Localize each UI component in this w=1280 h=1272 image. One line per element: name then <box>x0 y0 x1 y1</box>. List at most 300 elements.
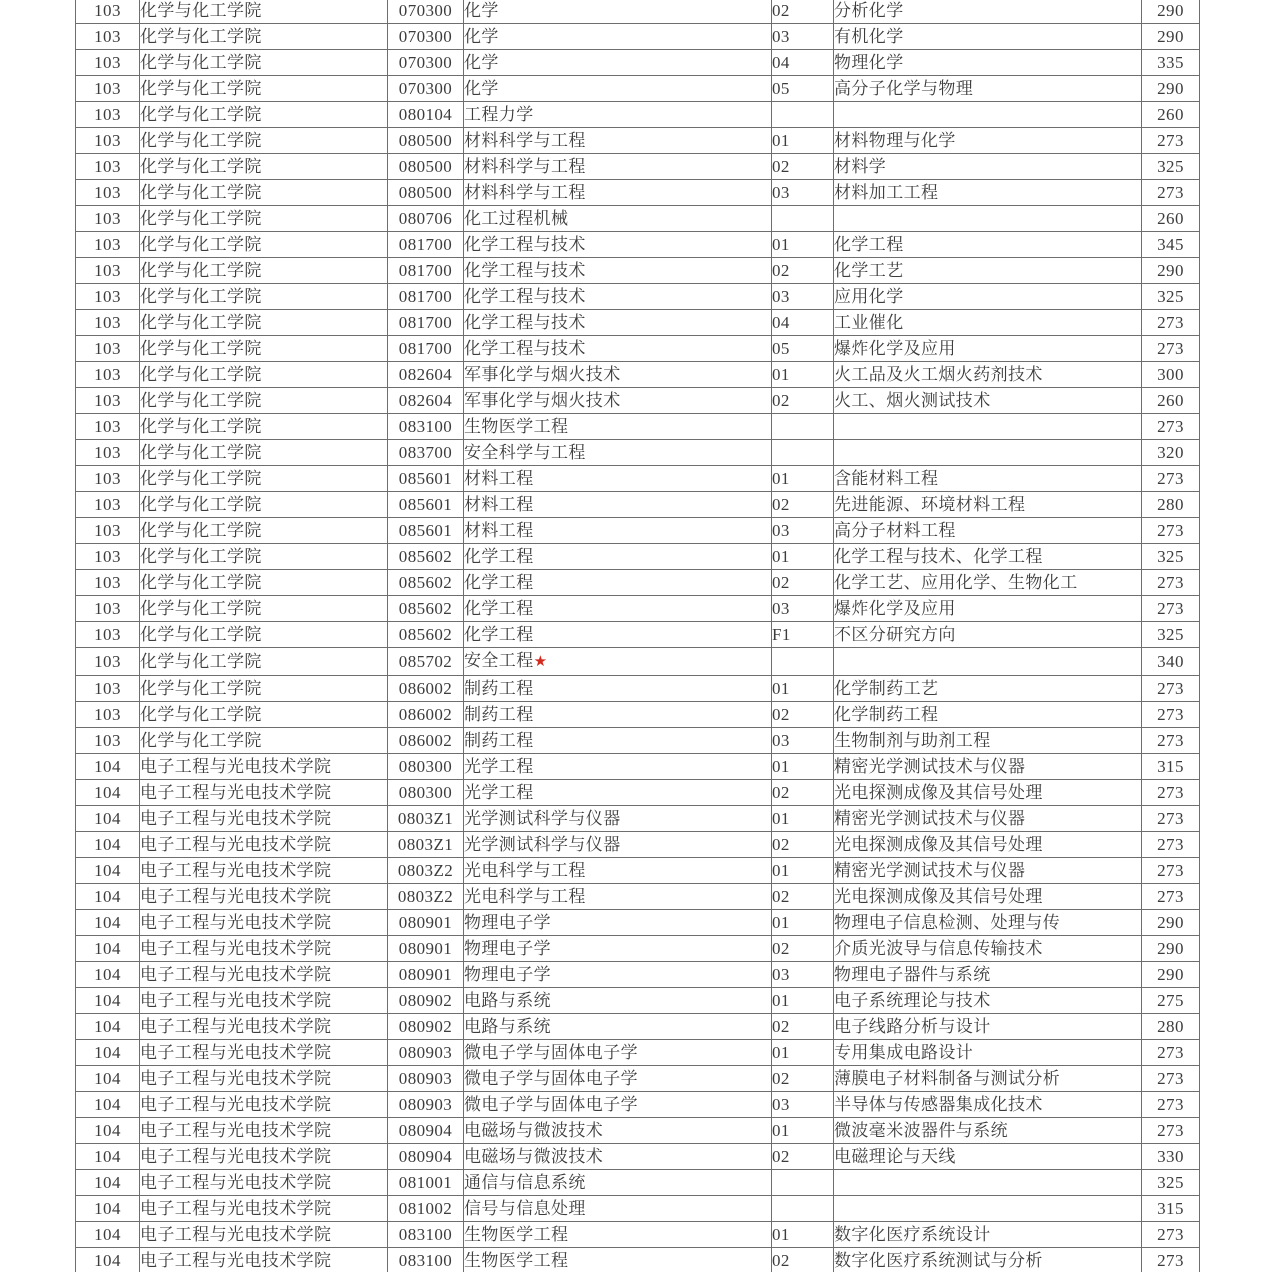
direction-code-cell: 02 <box>772 702 834 728</box>
college-name-cell: 电子工程与光电技术学院 <box>140 1092 388 1118</box>
college-name-cell: 电子工程与光电技术学院 <box>140 910 388 936</box>
major-code-cell: 080901 <box>388 936 464 962</box>
direction-name-cell: 光电探测成像及其信号处理 <box>834 884 1142 910</box>
college-code-cell: 103 <box>76 24 140 50</box>
major-name-cell: 光电科学与工程 <box>464 858 772 884</box>
college-code-cell: 104 <box>76 806 140 832</box>
college-name-cell: 电子工程与光电技术学院 <box>140 884 388 910</box>
direction-name-cell: 不区分研究方向 <box>834 622 1142 648</box>
table-row <box>76 648 1200 676</box>
score-cell: 325 <box>1142 154 1200 180</box>
direction-code-cell: 04 <box>772 50 834 76</box>
major-code-cell: 070300 <box>388 24 464 50</box>
major-code-cell: 0803Z1 <box>388 832 464 858</box>
college-code-cell: 104 <box>76 1066 140 1092</box>
major-name-cell: 光学测试科学与仪器 <box>464 806 772 832</box>
table-row <box>76 440 1200 466</box>
direction-code-cell <box>772 102 834 128</box>
table-row <box>76 884 1200 910</box>
major-code-cell: 082604 <box>388 362 464 388</box>
direction-code-cell: 03 <box>772 962 834 988</box>
direction-name-cell <box>834 1170 1142 1196</box>
major-name-cell: 光学工程 <box>464 780 772 806</box>
major-code-cell: 080903 <box>388 1066 464 1092</box>
direction-name-cell: 化学工艺 <box>834 258 1142 284</box>
direction-code-cell: 01 <box>772 988 834 1014</box>
score-cell: 290 <box>1142 258 1200 284</box>
table-row <box>76 702 1200 728</box>
major-code-cell: 083100 <box>388 1222 464 1248</box>
table-row <box>76 310 1200 336</box>
table-row <box>76 832 1200 858</box>
major-name-cell: 制药工程 <box>464 728 772 754</box>
major-name-cell: 电路与系统 <box>464 1014 772 1040</box>
major-code-cell: 080500 <box>388 128 464 154</box>
score-cell: 273 <box>1142 780 1200 806</box>
major-name-cell: 物理电子学 <box>464 910 772 936</box>
admission-score-table <box>75 0 1200 1272</box>
college-code-cell: 103 <box>76 676 140 702</box>
direction-name-cell: 物理化学 <box>834 50 1142 76</box>
direction-name-cell: 火工、烟火测试技术 <box>834 388 1142 414</box>
college-code-cell: 103 <box>76 728 140 754</box>
college-name-cell: 化学与化工学院 <box>140 336 388 362</box>
major-code-cell: 085601 <box>388 466 464 492</box>
direction-code-cell: 02 <box>772 884 834 910</box>
major-code-cell: 081700 <box>388 232 464 258</box>
direction-name-cell: 电子线路分析与设计 <box>834 1014 1142 1040</box>
table-row <box>76 258 1200 284</box>
score-cell: 315 <box>1142 1196 1200 1222</box>
major-name-cell: 通信与信息系统 <box>464 1170 772 1196</box>
direction-name-cell <box>834 440 1142 466</box>
major-name-cell: 材料工程 <box>464 466 772 492</box>
direction-name-cell: 化学工程 <box>834 232 1142 258</box>
score-cell: 315 <box>1142 754 1200 780</box>
major-name-cell: 材料工程 <box>464 492 772 518</box>
score-cell: 340 <box>1142 648 1200 676</box>
direction-name-cell: 专用集成电路设计 <box>834 1040 1142 1066</box>
college-code-cell: 103 <box>76 336 140 362</box>
major-code-cell: 083100 <box>388 414 464 440</box>
major-name-cell: 电磁场与微波技术 <box>464 1144 772 1170</box>
major-code-cell: 0803Z1 <box>388 806 464 832</box>
college-code-cell: 103 <box>76 492 140 518</box>
direction-name-cell: 光电探测成像及其信号处理 <box>834 832 1142 858</box>
score-cell: 273 <box>1142 884 1200 910</box>
score-cell: 273 <box>1142 1092 1200 1118</box>
score-cell: 260 <box>1142 206 1200 232</box>
direction-code-cell: 02 <box>772 570 834 596</box>
college-code-cell: 104 <box>76 1222 140 1248</box>
direction-name-cell <box>834 648 1142 676</box>
score-cell: 273 <box>1142 518 1200 544</box>
table-row <box>76 936 1200 962</box>
major-name-cell: 化学工程 <box>464 622 772 648</box>
score-cell: 273 <box>1142 570 1200 596</box>
direction-name-cell: 火工品及火工烟火药剂技术 <box>834 362 1142 388</box>
major-name-cell: 微电子学与固体电子学 <box>464 1066 772 1092</box>
major-code-cell: 080901 <box>388 962 464 988</box>
table-row <box>76 910 1200 936</box>
major-name-cell: 信号与信息处理 <box>464 1196 772 1222</box>
college-code-cell: 104 <box>76 754 140 780</box>
table-row <box>76 76 1200 102</box>
direction-code-cell: 02 <box>772 1144 834 1170</box>
direction-name-cell <box>834 206 1142 232</box>
table-row <box>76 128 1200 154</box>
major-code-cell: 0803Z2 <box>388 884 464 910</box>
major-code-cell: 083700 <box>388 440 464 466</box>
college-name-cell: 化学与化工学院 <box>140 258 388 284</box>
college-name-cell: 化学与化工学院 <box>140 596 388 622</box>
direction-code-cell: 02 <box>772 258 834 284</box>
table-row <box>76 180 1200 206</box>
direction-name-cell <box>834 102 1142 128</box>
table-row <box>76 1144 1200 1170</box>
score-cell: 325 <box>1142 544 1200 570</box>
score-cell: 290 <box>1142 76 1200 102</box>
table-row <box>76 466 1200 492</box>
direction-code-cell: 02 <box>772 492 834 518</box>
direction-name-cell: 高分子化学与物理 <box>834 76 1142 102</box>
college-name-cell: 电子工程与光电技术学院 <box>140 780 388 806</box>
major-code-cell: 080300 <box>388 754 464 780</box>
direction-code-cell <box>772 440 834 466</box>
major-name-cell: 材料科学与工程 <box>464 154 772 180</box>
direction-code-cell: 02 <box>772 832 834 858</box>
major-name-cell: 光电科学与工程 <box>464 884 772 910</box>
college-code-cell: 103 <box>76 76 140 102</box>
college-name-cell: 电子工程与光电技术学院 <box>140 1222 388 1248</box>
college-name-cell: 化学与化工学院 <box>140 544 388 570</box>
direction-code-cell: 02 <box>772 0 834 24</box>
college-name-cell: 化学与化工学院 <box>140 362 388 388</box>
college-name-cell: 电子工程与光电技术学院 <box>140 936 388 962</box>
score-cell: 300 <box>1142 362 1200 388</box>
score-cell: 280 <box>1142 1014 1200 1040</box>
major-code-cell: 085602 <box>388 544 464 570</box>
major-code-cell: 086002 <box>388 676 464 702</box>
score-cell: 260 <box>1142 388 1200 414</box>
major-code-cell: 080104 <box>388 102 464 128</box>
table-row <box>76 1066 1200 1092</box>
college-name-cell: 化学与化工学院 <box>140 50 388 76</box>
major-code-cell: 081700 <box>388 336 464 362</box>
college-code-cell: 103 <box>76 362 140 388</box>
college-name-cell: 化学与化工学院 <box>140 388 388 414</box>
star-icon: ★ <box>533 654 548 670</box>
score-cell: 273 <box>1142 1040 1200 1066</box>
college-code-cell: 104 <box>76 1248 140 1272</box>
college-name-cell: 化学与化工学院 <box>140 702 388 728</box>
major-code-cell: 070300 <box>388 76 464 102</box>
college-code-cell: 103 <box>76 622 140 648</box>
direction-code-cell: 01 <box>772 362 834 388</box>
direction-name-cell: 化学工艺、应用化学、生物化工 <box>834 570 1142 596</box>
college-name-cell: 化学与化工学院 <box>140 24 388 50</box>
college-name-cell: 电子工程与光电技术学院 <box>140 988 388 1014</box>
direction-name-cell: 化学工程与技术、化学工程 <box>834 544 1142 570</box>
score-cell: 273 <box>1142 806 1200 832</box>
college-name-cell: 电子工程与光电技术学院 <box>140 754 388 780</box>
college-code-cell: 103 <box>76 180 140 206</box>
major-name-cell: 化工过程机械 <box>464 206 772 232</box>
direction-code-cell <box>772 206 834 232</box>
score-cell: 273 <box>1142 1066 1200 1092</box>
major-code-cell: 081700 <box>388 258 464 284</box>
direction-code-cell: 01 <box>772 128 834 154</box>
major-code-cell: 080904 <box>388 1118 464 1144</box>
score-cell: 273 <box>1142 336 1200 362</box>
major-code-cell: 080901 <box>388 910 464 936</box>
direction-name-cell: 材料加工工程 <box>834 180 1142 206</box>
college-name-cell: 电子工程与光电技术学院 <box>140 1170 388 1196</box>
college-name-cell: 电子工程与光电技术学院 <box>140 1196 388 1222</box>
major-code-cell: 081002 <box>388 1196 464 1222</box>
college-name-cell: 化学与化工学院 <box>140 128 388 154</box>
college-code-cell: 103 <box>76 544 140 570</box>
direction-code-cell: 03 <box>772 180 834 206</box>
score-cell: 280 <box>1142 492 1200 518</box>
college-code-cell: 103 <box>76 518 140 544</box>
college-name-cell: 电子工程与光电技术学院 <box>140 1066 388 1092</box>
major-code-cell: 086002 <box>388 702 464 728</box>
major-name-cell: 化学工程与技术 <box>464 232 772 258</box>
direction-name-cell: 物理电子器件与系统 <box>834 962 1142 988</box>
direction-name-cell: 半导体与传感器集成化技术 <box>834 1092 1142 1118</box>
major-code-cell: 085702 <box>388 648 464 676</box>
major-name-cell: 微电子学与固体电子学 <box>464 1092 772 1118</box>
table-row <box>76 284 1200 310</box>
table-row <box>76 414 1200 440</box>
table-row <box>76 206 1200 232</box>
direction-name-cell: 含能材料工程 <box>834 466 1142 492</box>
college-name-cell: 化学与化工学院 <box>140 440 388 466</box>
college-name-cell: 化学与化工学院 <box>140 154 388 180</box>
major-code-cell: 080902 <box>388 988 464 1014</box>
major-name-cell: 化学工程 <box>464 570 772 596</box>
major-name-cell: 安全科学与工程 <box>464 440 772 466</box>
major-name-cell: 制药工程 <box>464 676 772 702</box>
major-code-cell: 070300 <box>388 50 464 76</box>
table-row <box>76 1222 1200 1248</box>
major-code-cell: 083100 <box>388 1248 464 1272</box>
major-code-cell: 080300 <box>388 780 464 806</box>
score-cell: 273 <box>1142 310 1200 336</box>
college-code-cell: 104 <box>76 988 140 1014</box>
direction-name-cell: 薄膜电子材料制备与测试分析 <box>834 1066 1142 1092</box>
direction-name-cell: 分析化学 <box>834 0 1142 24</box>
college-code-cell: 104 <box>76 910 140 936</box>
table-row <box>76 962 1200 988</box>
direction-code-cell: 02 <box>772 936 834 962</box>
major-code-cell: 085602 <box>388 622 464 648</box>
score-cell: 290 <box>1142 936 1200 962</box>
college-name-cell: 化学与化工学院 <box>140 466 388 492</box>
college-code-cell: 104 <box>76 962 140 988</box>
college-name-cell: 化学与化工学院 <box>140 676 388 702</box>
major-name-cell: 安全工程★ <box>464 648 772 676</box>
table-row <box>76 596 1200 622</box>
direction-code-cell: 01 <box>772 544 834 570</box>
college-code-cell: 103 <box>76 414 140 440</box>
table-row <box>76 780 1200 806</box>
score-cell: 273 <box>1142 414 1200 440</box>
direction-code-cell: 01 <box>772 676 834 702</box>
score-cell: 345 <box>1142 232 1200 258</box>
college-code-cell: 103 <box>76 258 140 284</box>
table-row <box>76 988 1200 1014</box>
direction-name-cell: 爆炸化学及应用 <box>834 336 1142 362</box>
direction-name-cell: 光电探测成像及其信号处理 <box>834 780 1142 806</box>
major-name-cell: 生物医学工程 <box>464 414 772 440</box>
table-row <box>76 1040 1200 1066</box>
direction-code-cell: 05 <box>772 76 834 102</box>
major-code-cell: 080500 <box>388 180 464 206</box>
direction-code-cell: 02 <box>772 1248 834 1272</box>
college-code-cell: 103 <box>76 232 140 258</box>
major-name-cell: 电路与系统 <box>464 988 772 1014</box>
table-row <box>76 154 1200 180</box>
college-code-cell: 103 <box>76 570 140 596</box>
score-cell: 325 <box>1142 622 1200 648</box>
major-name-cell: 化学 <box>464 24 772 50</box>
direction-name-cell: 材料学 <box>834 154 1142 180</box>
score-cell: 273 <box>1142 858 1200 884</box>
major-code-cell: 086002 <box>388 728 464 754</box>
score-cell: 273 <box>1142 180 1200 206</box>
table-row <box>76 728 1200 754</box>
college-code-cell: 104 <box>76 1014 140 1040</box>
college-name-cell: 电子工程与光电技术学院 <box>140 858 388 884</box>
major-code-cell: 080903 <box>388 1040 464 1066</box>
table-row <box>76 1092 1200 1118</box>
direction-name-cell: 数字化医疗系统设计 <box>834 1222 1142 1248</box>
direction-name-cell: 材料物理与化学 <box>834 128 1142 154</box>
college-code-cell: 103 <box>76 284 140 310</box>
direction-code-cell: 03 <box>772 518 834 544</box>
table-row <box>76 232 1200 258</box>
college-code-cell: 103 <box>76 0 140 24</box>
direction-code-cell: 02 <box>772 388 834 414</box>
direction-name-cell: 电子系统理论与技术 <box>834 988 1142 1014</box>
table-row <box>76 858 1200 884</box>
college-code-cell: 104 <box>76 884 140 910</box>
direction-name-cell <box>834 414 1142 440</box>
major-code-cell: 085602 <box>388 570 464 596</box>
major-name-cell: 物理电子学 <box>464 936 772 962</box>
college-code-cell: 103 <box>76 50 140 76</box>
major-name-cell: 军事化学与烟火技术 <box>464 388 772 414</box>
direction-code-cell: 01 <box>772 466 834 492</box>
direction-code-cell: 03 <box>772 284 834 310</box>
college-code-cell: 104 <box>76 936 140 962</box>
direction-name-cell: 生物制剂与助剂工程 <box>834 728 1142 754</box>
direction-code-cell: 01 <box>772 910 834 936</box>
score-cell: 273 <box>1142 832 1200 858</box>
college-code-cell: 103 <box>76 310 140 336</box>
direction-name-cell: 数字化医疗系统测试与分析 <box>834 1248 1142 1272</box>
college-code-cell: 104 <box>76 1092 140 1118</box>
score-cell: 273 <box>1142 702 1200 728</box>
major-code-cell: 081700 <box>388 310 464 336</box>
major-name-cell: 材料工程 <box>464 518 772 544</box>
college-name-cell: 化学与化工学院 <box>140 414 388 440</box>
major-code-cell: 080904 <box>388 1144 464 1170</box>
direction-name-cell: 有机化学 <box>834 24 1142 50</box>
college-code-cell: 103 <box>76 102 140 128</box>
direction-name-cell <box>834 1196 1142 1222</box>
college-code-cell: 104 <box>76 1170 140 1196</box>
direction-code-cell: 01 <box>772 1118 834 1144</box>
college-name-cell: 化学与化工学院 <box>140 180 388 206</box>
score-cell: 273 <box>1142 596 1200 622</box>
score-cell: 273 <box>1142 466 1200 492</box>
college-code-cell: 103 <box>76 596 140 622</box>
college-name-cell: 化学与化工学院 <box>140 206 388 232</box>
major-code-cell: 082604 <box>388 388 464 414</box>
direction-code-cell: F1 <box>772 622 834 648</box>
major-name-cell: 化学 <box>464 76 772 102</box>
major-name-cell: 工程力学 <box>464 102 772 128</box>
table-row <box>76 1014 1200 1040</box>
table-row <box>76 50 1200 76</box>
college-name-cell: 电子工程与光电技术学院 <box>140 1118 388 1144</box>
college-name-cell: 电子工程与光电技术学院 <box>140 806 388 832</box>
college-name-cell: 电子工程与光电技术学院 <box>140 832 388 858</box>
major-code-cell: 080903 <box>388 1092 464 1118</box>
direction-code-cell: 02 <box>772 154 834 180</box>
direction-code-cell: 05 <box>772 336 834 362</box>
college-name-cell: 化学与化工学院 <box>140 728 388 754</box>
major-code-cell: 080706 <box>388 206 464 232</box>
direction-code-cell <box>772 1170 834 1196</box>
direction-name-cell: 电磁理论与天线 <box>834 1144 1142 1170</box>
table-row <box>76 622 1200 648</box>
major-code-cell: 080500 <box>388 154 464 180</box>
direction-code-cell: 03 <box>772 596 834 622</box>
direction-name-cell: 物理电子信息检测、处理与传 <box>834 910 1142 936</box>
direction-name-cell: 介质光波导与信息传输技术 <box>834 936 1142 962</box>
direction-code-cell: 03 <box>772 24 834 50</box>
direction-name-cell: 高分子材料工程 <box>834 518 1142 544</box>
table-row <box>76 1118 1200 1144</box>
college-name-cell: 化学与化工学院 <box>140 284 388 310</box>
college-name-cell: 电子工程与光电技术学院 <box>140 1248 388 1272</box>
direction-code-cell <box>772 414 834 440</box>
major-name-cell: 光学工程 <box>464 754 772 780</box>
score-cell: 335 <box>1142 50 1200 76</box>
major-code-cell: 081700 <box>388 284 464 310</box>
score-cell: 290 <box>1142 910 1200 936</box>
table-row <box>76 0 1200 24</box>
major-code-cell: 085601 <box>388 492 464 518</box>
major-name-cell: 化学工程与技术 <box>464 258 772 284</box>
score-cell: 290 <box>1142 24 1200 50</box>
major-code-cell: 081001 <box>388 1170 464 1196</box>
college-name-cell: 化学与化工学院 <box>140 518 388 544</box>
table-row <box>76 1196 1200 1222</box>
college-name-cell: 电子工程与光电技术学院 <box>140 962 388 988</box>
college-code-cell: 103 <box>76 648 140 676</box>
college-code-cell: 104 <box>76 780 140 806</box>
college-code-cell: 104 <box>76 832 140 858</box>
college-code-cell: 103 <box>76 206 140 232</box>
direction-name-cell: 先进能源、环境材料工程 <box>834 492 1142 518</box>
college-code-cell: 103 <box>76 440 140 466</box>
table-row <box>76 544 1200 570</box>
